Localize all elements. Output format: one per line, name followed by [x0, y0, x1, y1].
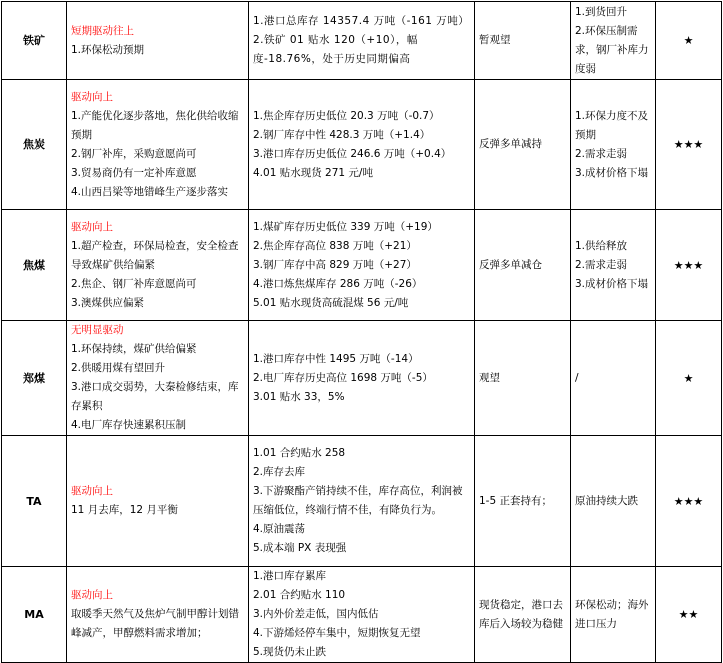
data-cell	[249, 2, 475, 80]
risk-cell	[571, 321, 656, 436]
driver-line: 4.山西吕梁等地错峰生产逐步落实	[71, 185, 229, 198]
risk-line: 1.环保力度不及预期	[575, 109, 649, 141]
data-line: 5.现货仍未止跌	[253, 646, 327, 658]
data-line: 1.港口库存中性 1495 万吨（-14）	[253, 352, 419, 365]
commodity-name: MA	[2, 567, 67, 663]
data-cell	[249, 436, 475, 567]
driver-line: 11 月去库，12 月平衡	[71, 504, 178, 516]
data-line: 3.钢厂库存中高 829 万吨（+27）	[253, 258, 417, 271]
driver-cell	[67, 2, 249, 80]
rating-stars: ★★★	[656, 436, 722, 567]
data-line: 3.内外价差走低，国内低估	[253, 608, 379, 620]
commodity-strategy-table	[1, 1, 722, 663]
rating-stars: ★★	[656, 567, 722, 663]
driver-cell	[67, 567, 249, 663]
driver-title: 短期驱动往上	[71, 24, 134, 37]
data-line: 1.煤矿库存历史低位 339 万吨（+19）	[253, 220, 438, 233]
risk-cell	[571, 210, 656, 321]
rating-stars: ★★★	[656, 210, 722, 321]
commodity-name: 铁矿	[2, 2, 67, 80]
data-line: 5.成本端 PX 表现强	[253, 542, 347, 554]
data-line: 1.01 合约贴水 258	[253, 447, 346, 459]
data-line: 1.港口库存累库	[253, 570, 327, 582]
driver-title: 驱动向上	[71, 485, 113, 497]
data-line: 2.库存去库	[253, 466, 306, 478]
commodity-name: 焦炭	[2, 80, 67, 210]
data-line: 1.焦企库存历史低位 20.3 万吨（-0.7）	[253, 109, 440, 122]
data-line: 2.焦企库存高位 838 万吨（+21）	[253, 239, 417, 252]
strategy-cell: 1-5 正套持有；	[475, 436, 571, 567]
data-cell	[249, 80, 475, 210]
data-line: 5.01 贴水现货高硫混煤 56 元/吨	[253, 296, 409, 309]
data-line: 2.01 合约贴水 110	[253, 589, 346, 601]
data-line: 4.01 贴水现货 271 元/吨	[253, 166, 373, 179]
data-line: 2.铁矿 01 贴水 120（+10），幅度-18.76%，处于历史同期偏高	[253, 34, 418, 65]
driver-title: 驱动向上	[71, 589, 113, 601]
driver-line: 取暖季天然气及焦炉气制甲醇计划错峰减产，甲醇燃料需求增加；	[71, 608, 239, 639]
data-line: 3.01 贴水 33，5%	[253, 390, 345, 403]
driver-line: 1.超产检查，环保局检查，安全检查导致煤矿供给偏紧	[71, 239, 239, 271]
risk-line: 原油持续大跌	[575, 494, 638, 507]
data-line: 4.原油震荡	[253, 523, 306, 535]
driver-cell	[67, 80, 249, 210]
strategy-cell: 反弹多单减仓	[475, 210, 571, 321]
table-row	[2, 436, 722, 567]
data-cell	[249, 567, 475, 663]
data-line: 4.下游烯烃停车集中，短期恢复无望	[253, 627, 421, 639]
driver-title: 驱动向上	[71, 90, 113, 103]
risk-line: 3.成材价格下塌	[575, 277, 649, 290]
driver-line: 1.产能优化逐步落地，焦化供给收缩预期	[71, 109, 239, 141]
risk-cell	[571, 2, 656, 80]
data-line: 4.港口炼焦煤库存 286 万吨（-26）	[253, 277, 423, 290]
driver-line: 3.澳煤供应偏紧	[71, 296, 145, 309]
risk-line: /	[575, 371, 579, 384]
strategy-cell: 暂观望	[475, 2, 571, 80]
data-line: 3.下游聚酯产销持续不佳，库存高位，利润被压缩低位，终端行情不佳，有降负行为。	[253, 485, 463, 516]
table-row	[2, 2, 722, 80]
data-line: 2.电厂库存历史高位 1698 万吨（-5）	[253, 371, 433, 384]
driver-line: 3.港口成交弱势，大秦检修结束，库存累积	[71, 381, 239, 412]
rating-stars: ★	[656, 2, 722, 80]
strategy-cell: 观望	[475, 321, 571, 436]
risk-line: 环保松动；海外进口压力	[575, 598, 649, 630]
risk-cell	[571, 436, 656, 567]
data-line: 2.钢厂库存中性 428.3 万吨（+1.4）	[253, 128, 431, 141]
table-row	[2, 210, 722, 321]
risk-line: 3.成材价格下塌	[575, 166, 649, 179]
driver-cell	[67, 436, 249, 567]
driver-title: 驱动向上	[71, 220, 113, 233]
data-line: 3.港口库存历史低位 246.6 万吨（+0.4）	[253, 147, 452, 160]
table-row	[2, 80, 722, 210]
driver-line: 2.供暖用煤有望回升	[71, 362, 166, 374]
risk-line: 2.需求走弱	[575, 258, 628, 271]
data-cell	[249, 321, 475, 436]
driver-line: 1.环保持续，煤矿供给偏紧	[71, 343, 197, 355]
risk-line: 1.到货回升	[575, 5, 628, 18]
driver-line: 3.贸易商仍有一定补库意愿	[71, 166, 197, 179]
driver-title: 无明显驱动	[71, 324, 124, 336]
driver-cell	[67, 210, 249, 321]
driver-cell	[67, 321, 249, 436]
driver-line: 1.环保松动预期	[71, 43, 145, 56]
risk-cell	[571, 567, 656, 663]
data-line: 1.港口总库存 14357.4 万吨（-161 万吨）	[253, 15, 470, 27]
driver-line: 4.电厂库存快速累积压制	[71, 419, 187, 431]
table-row	[2, 321, 722, 436]
risk-line: 1.供给释放	[575, 239, 628, 252]
risk-cell	[571, 80, 656, 210]
strategy-cell: 现货稳定，港口去库后入场较为稳健	[475, 567, 571, 663]
driver-line: 2.钢厂补库，采购意愿尚可	[71, 147, 197, 160]
commodity-name: 郑煤	[2, 321, 67, 436]
rating-stars: ★★★	[656, 80, 722, 210]
strategy-cell: 反弹多单减持	[475, 80, 571, 210]
risk-line: 2.需求走弱	[575, 147, 628, 160]
risk-line: 2.环保压制需求，钢厂补库力度弱	[575, 24, 649, 75]
rating-stars: ★	[656, 321, 722, 436]
table-row	[2, 567, 722, 663]
commodity-name: 焦煤	[2, 210, 67, 321]
commodity-name: TA	[2, 436, 67, 567]
data-cell	[249, 210, 475, 321]
driver-line: 2.焦企、钢厂补库意愿尚可	[71, 277, 197, 290]
